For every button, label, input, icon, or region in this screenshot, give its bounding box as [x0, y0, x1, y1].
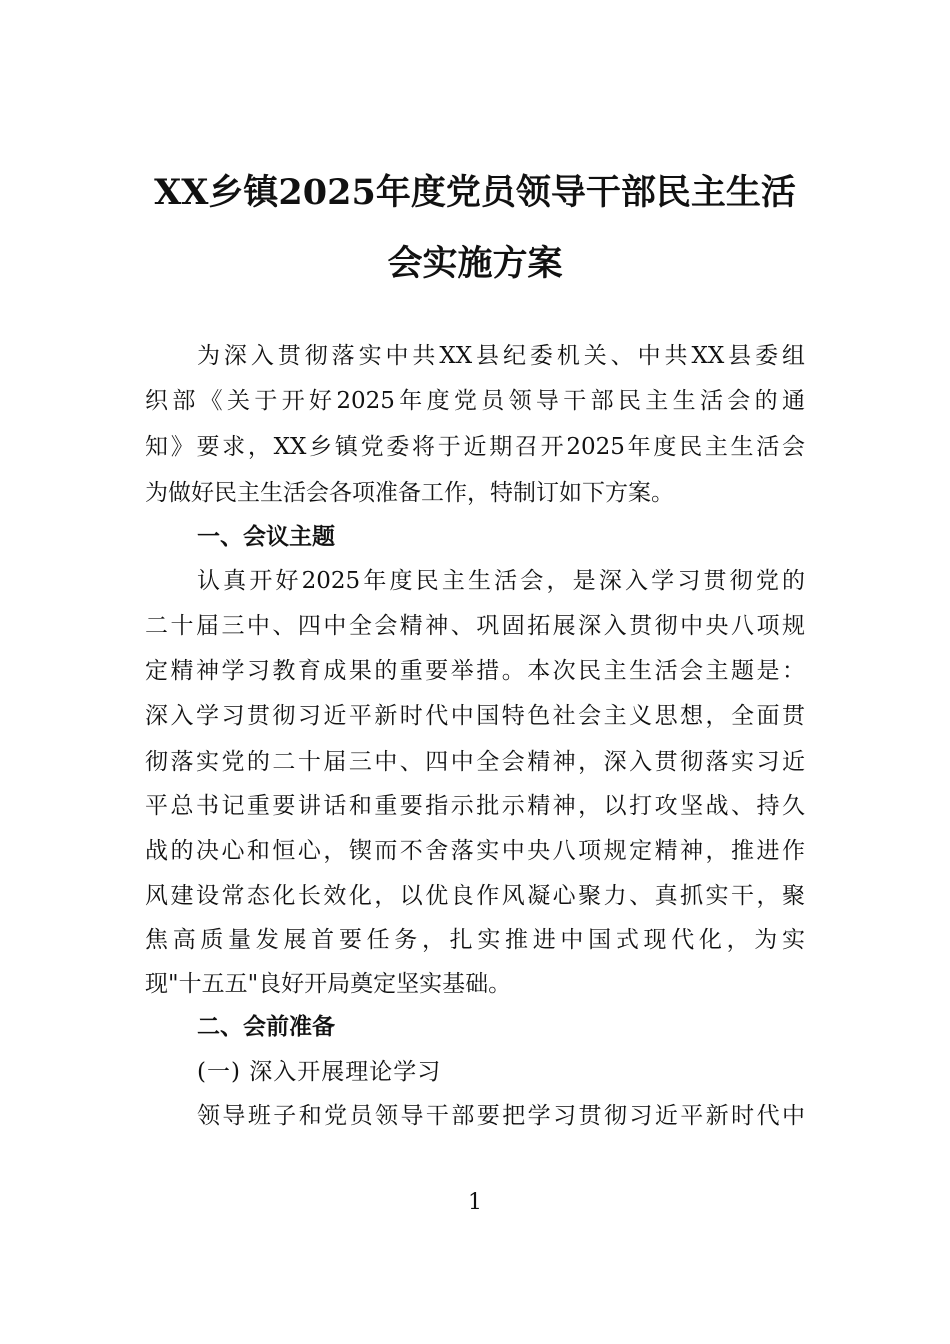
intro-line: 为深入贯彻落实中共XX县纪委机关、中共XX县委组	[197, 343, 805, 369]
section1-line: 现"十五五"良好开局奠定坚实基础。	[145, 971, 512, 997]
intro-line: 织部《关于开好2025年度党员领导干部民主生活会的通	[145, 388, 805, 414]
section2-line: 领导班子和党员领导干部要把学习贯彻习近平新时代中	[197, 1103, 805, 1129]
section1-line: 认真开好2025年度民主生活会，是深入学习贯彻党的	[197, 568, 805, 594]
section1-line: 深入学习贯彻习近平新时代中国特色社会主义思想，全面贯	[145, 703, 805, 729]
section1-line: 战的决心和恒心，锲而不舍落实中央八项规定精神，推进作	[145, 838, 805, 864]
section1-line: 风建设常态化长效化，以优良作风凝心聚力、真抓实干，聚	[145, 883, 805, 909]
intro-line: 知》要求，XX乡镇党委将于近期召开2025年度民主生活会	[145, 434, 805, 460]
section1-line: 彻落实党的二十届三中、四中全会精神，深入贯彻落实习近	[145, 749, 805, 775]
section1-line: 平总书记重要讲话和重要指示批示精神，以打攻坚战、持久	[145, 793, 805, 819]
section1-line: 二十届三中、四中全会精神、巩固拓展深入贯彻中央八项规	[145, 613, 805, 639]
section1-line: 定精神学习教育成果的重要举措。本次民主生活会主题是：	[145, 658, 805, 684]
intro-line: 为做好民主生活会各项准备工作，特制订如下方案。	[145, 480, 674, 506]
subsection-heading: (一) 深入开展理论学习	[197, 1059, 442, 1085]
section1-line: 焦高质量发展首要任务，扎实推进中国式现代化，为实	[145, 927, 805, 953]
section-heading-2: 二、会前准备	[197, 1014, 335, 1040]
document-title-line-1: XX乡镇2025年度党员领导干部民主生活	[154, 172, 796, 213]
page-number: 1	[468, 1190, 482, 1215]
document-title-line-2: 会实施方案	[387, 243, 563, 284]
section-heading-1: 一、会议主题	[197, 524, 335, 550]
